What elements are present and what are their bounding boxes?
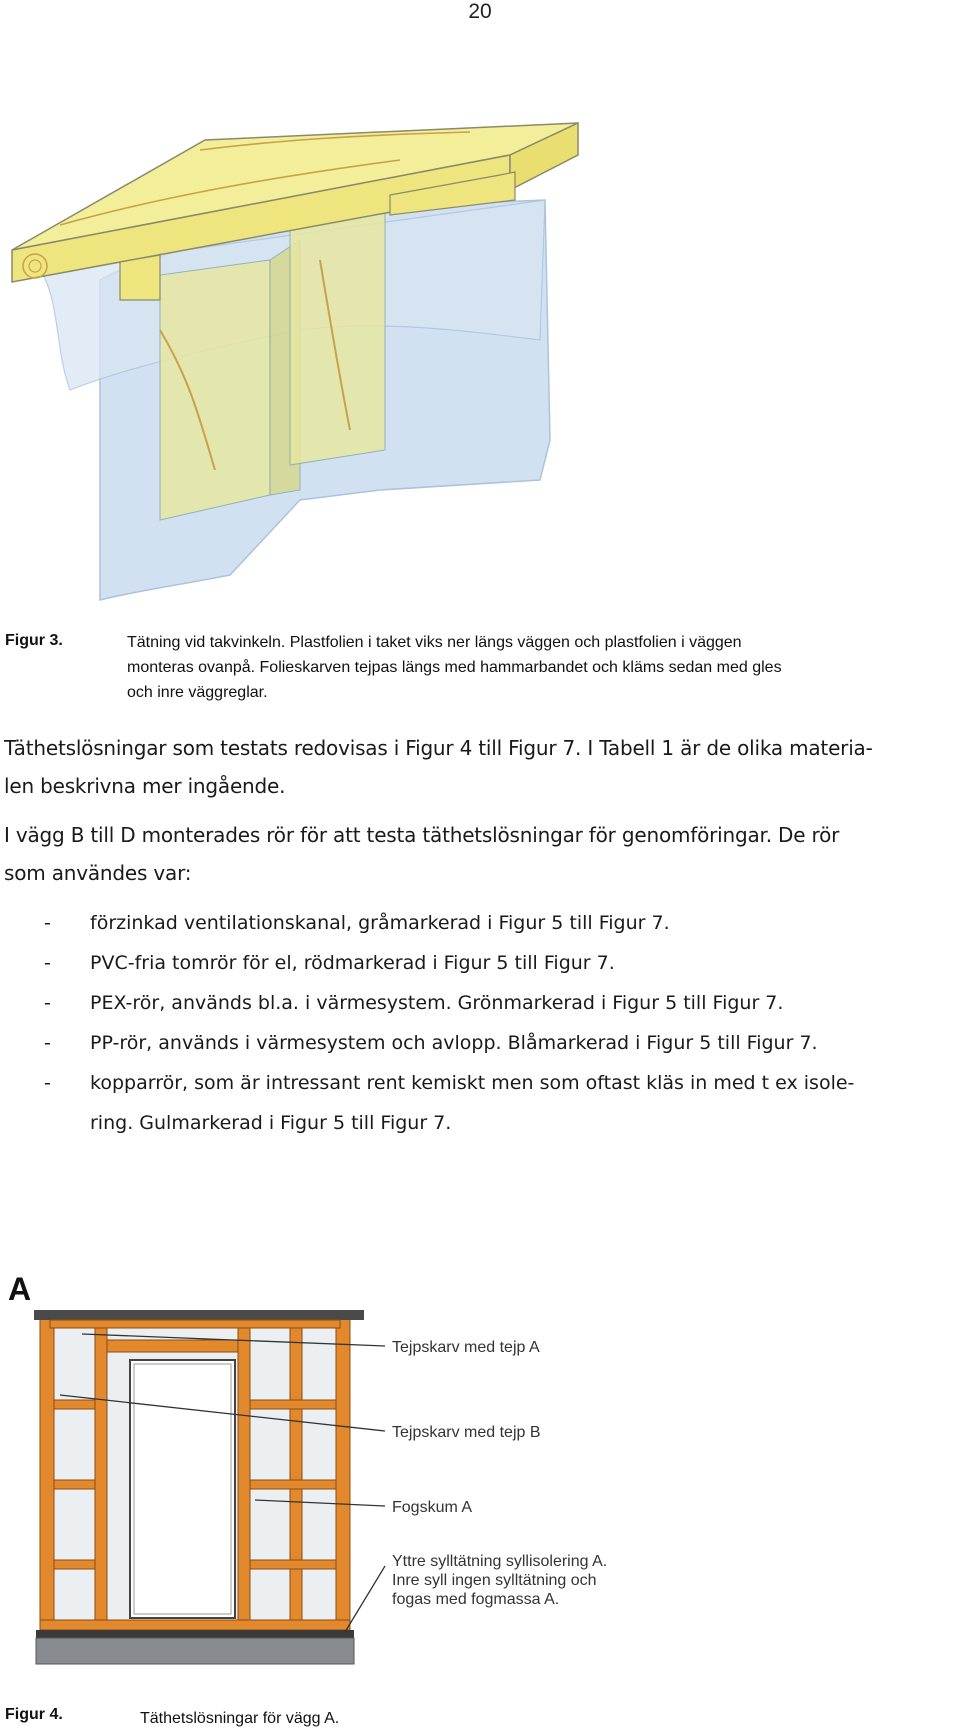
list-item [0,1072,960,1112]
figure-3-caption [127,630,957,705]
list-dash: - [44,952,51,974]
callout-sill-line-2: Inre syll ingen sylltätning och [392,1572,597,1589]
figure-4-illustration [0,1270,700,1680]
figure-3-illustration [0,120,660,610]
callout-sill-line-1: Yttre sylltätning syllisolering A. [392,1553,608,1570]
list-dash: - [44,992,51,1014]
caption-line: Tätning vid takvinkeln. Plastfolien i taket viks ner längs väggen och plastfolien i väggen [127,634,742,651]
wall-frame [34,1310,364,1664]
callout-sill-line-3: fogas med fogmassa A. [392,1591,560,1608]
paragraph-line: som användes var: [4,861,192,885]
paragraph-line: Täthetslösningar som testats redovisas i Figur 4 till Figur 7. I Tabell 1 är de olika materia- [4,736,873,760]
list-item-text: PVC-fria tomrör för el, rödmarkerad i Figur 5 till Figur 7. [90,952,615,974]
figure-3-label: Figur 3. [5,632,63,649]
callout-tejpskarv-a: Tejpskarv med tejp A [392,1339,540,1356]
paragraph-2 [4,816,956,892]
paragraph-line: len beskrivna mer ingående. [4,774,286,798]
figure-4-label: Figur 4. [5,1706,63,1723]
list-item [0,1032,960,1072]
list-item [0,952,960,992]
figure-4-caption: Täthetslösningar för vägg A. [140,1710,340,1727]
list-item-text: kopparrör, som är intressant rent kemiskt men som oftast kläs in med t ex isole- [90,1072,855,1094]
callout-fogskum: Fogskum A [392,1499,473,1516]
list-item-text: PEX-rör, används bl.a. i värmesystem. Grönmarkerad i Figur 5 till Figur 7. [90,992,784,1014]
list-dash: - [44,912,51,934]
paragraph-1 [4,729,956,805]
list-item-text: PP-rör, används i värmesystem och avlopp. Blåmarkerad i Figur 5 till Figur 7. [90,1032,818,1054]
list-item [0,912,960,952]
list-item-text: ring. Gulmarkerad i Figur 5 till Figur 7. [90,1112,452,1134]
list-item-continuation [0,1112,960,1152]
panel-letter: A [8,1271,32,1307]
list-item [0,992,960,1032]
page-number: 20 [468,0,492,23]
paragraph-line: I vägg B till D monterades rör för att testa täthetslösningar för genomföringar. De rör [4,823,840,847]
caption-line: monteras ovanpå. Folieskarven tejpas längs med hammarbandet och kläms sedan med gles [127,659,782,676]
list-item-text: förzinkad ventilationskanal, gråmarkerad i Figur 5 till Figur 7. [90,912,670,934]
caption-line: och inre väggreglar. [127,684,268,701]
callout-tejpskarv-b: Tejpskarv med tejp B [392,1424,541,1441]
list-dash: - [44,1032,51,1054]
list-dash: - [44,1072,51,1094]
